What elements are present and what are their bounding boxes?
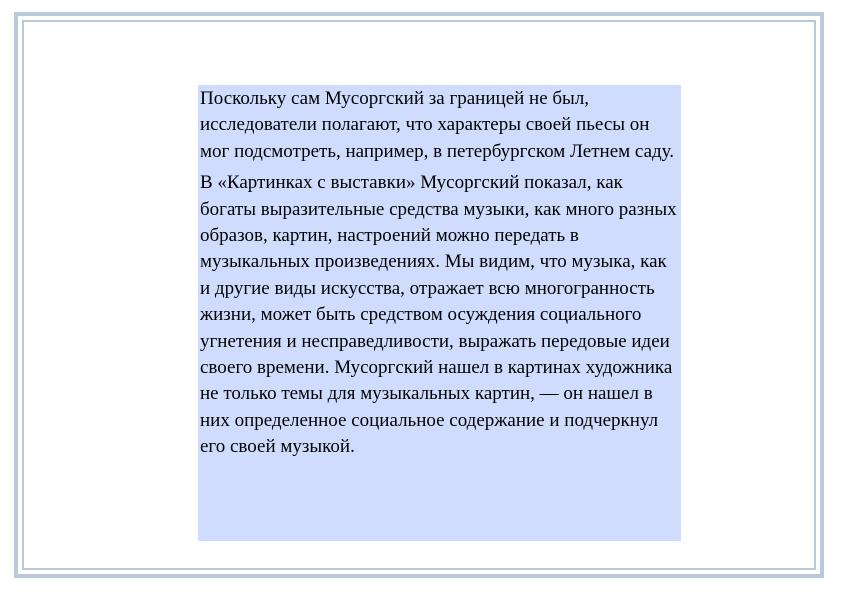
paragraph-2: В «Картинках с выставки» Мусоргский показал, как богаты выразительные средства музыки, как много разных образов, картин, настроений можно передать в музыкальных произведениях. Мы видим, что музыка, как и другие виды искусства, отражает всю многогранность жизни, может быть средством осуждения социального угнетения и несправедливости, выражать передовые идеи своего времени. Мусоргский нашел в картинах художника не только темы для музыкальных картин, — он нашел в них определенное социальное содержание и подчеркнул его своей музыкой.	[200, 172, 677, 458]
highlighted-text-block[interactable]	[198, 85, 681, 541]
paragraph-1: Поскольку сам Мусоргский за границей не был, исследователи полагают, что характеры своей пьесы он мог подсмотреть, например, в петербургском Летнем саду.	[200, 88, 675, 162]
